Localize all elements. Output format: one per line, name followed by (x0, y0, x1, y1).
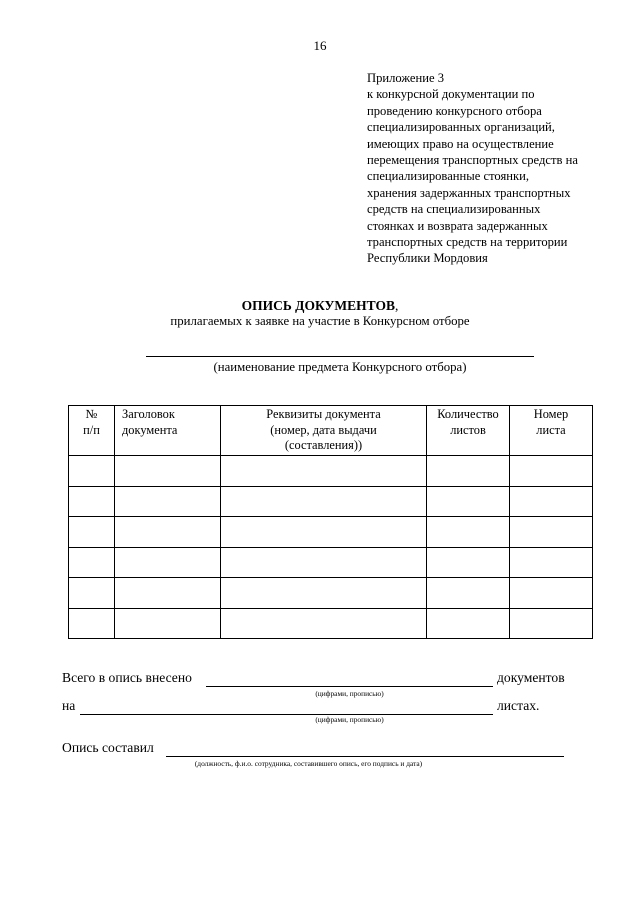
cell-sheet[interactable] (510, 547, 593, 578)
appendix-line: транспортных средств на территории (367, 235, 568, 250)
header-count-line: листов (450, 422, 486, 437)
cell-details[interactable] (221, 547, 427, 578)
table-row (69, 517, 593, 548)
appendix-line: проведению конкурсного отбора (367, 103, 542, 118)
header-count (427, 406, 510, 456)
header-sheet-line: листа (536, 422, 566, 437)
cell-num[interactable] (69, 608, 115, 639)
table-row (69, 547, 593, 578)
cell-details[interactable] (221, 608, 427, 639)
cell-sheet[interactable] (510, 517, 593, 548)
total-label: Всего в опись внесено (62, 670, 192, 685)
appendix-line: к конкурсной документации по (367, 87, 535, 102)
appendix-line: хранения задержанных транспортных (367, 185, 571, 200)
title-main (0, 298, 640, 314)
header-details (221, 406, 427, 456)
total-suffix: документов (497, 670, 565, 685)
cell-details[interactable] (221, 578, 427, 609)
cell-num[interactable] (69, 578, 115, 609)
cell-sheet[interactable] (510, 578, 593, 609)
header-title (115, 406, 221, 456)
cell-title[interactable] (115, 456, 221, 487)
cell-details[interactable] (221, 517, 427, 548)
cell-details[interactable] (221, 456, 427, 487)
title-subtitle: прилагаемых к заявке на участие в Конкурсном отборе (170, 314, 470, 328)
composed-fill-line[interactable] (166, 756, 564, 757)
composed-hint: (должность, ф.и.о. сотрудника, составившего опись, его подпись и дата) (194, 759, 423, 768)
header-num (69, 406, 115, 456)
header-sheet-line: Номер (533, 407, 569, 421)
cell-title[interactable] (115, 517, 221, 548)
table-row (69, 486, 593, 517)
cell-count[interactable] (427, 547, 510, 578)
appendix-line: специализированных организаций, (367, 120, 555, 135)
cell-count[interactable] (427, 517, 510, 548)
cell-title[interactable] (115, 608, 221, 639)
header-title-line: документа (122, 422, 178, 437)
cell-count[interactable] (427, 608, 510, 639)
appendix-line: средств на специализированных (367, 202, 541, 217)
appendix-line: Приложение 3 (367, 71, 445, 85)
total-hint: (цифрами, прописью) (315, 689, 384, 698)
appendix-line: перемещения транспортных средств на (367, 153, 578, 168)
appendix-note (367, 70, 627, 267)
header-sheet (510, 406, 593, 456)
table-header-row (69, 406, 593, 456)
cell-sheet[interactable] (510, 486, 593, 517)
cell-count[interactable] (427, 456, 510, 487)
cell-num[interactable] (69, 547, 115, 578)
header-num-line: № (85, 407, 98, 421)
header-details-line: (составления)) (284, 438, 363, 452)
cell-count[interactable] (427, 578, 510, 609)
appendix-line: специализированные стоянки, (367, 169, 530, 184)
composed-label: Опись составил (62, 740, 154, 755)
appendix-line: имеющих право на осуществление (367, 136, 554, 151)
cell-sheet[interactable] (510, 456, 593, 487)
header-details-line: Реквизиты документа (266, 407, 381, 421)
appendix-line: стоянках и возврата задержанных (367, 218, 548, 233)
total-fill-line[interactable] (206, 686, 493, 687)
document-title (0, 298, 640, 329)
cell-count[interactable] (427, 486, 510, 517)
cell-details[interactable] (221, 486, 427, 517)
subject-caption: (наименование предмета Конкурсного отбора) (213, 360, 467, 374)
cell-num[interactable] (69, 486, 115, 517)
header-details-line: (номер, дата выдачи (270, 422, 377, 437)
table-row (69, 456, 593, 487)
header-title-line: Заголовок (122, 407, 175, 421)
cell-title[interactable] (115, 547, 221, 578)
table-row (69, 608, 593, 639)
appendix-line: Республики Мордовия (367, 251, 488, 266)
title-main-text: ОПИСЬ ДОКУМЕНТОВ (241, 298, 395, 313)
subject-fill-line[interactable] (146, 356, 534, 357)
cell-title[interactable] (115, 486, 221, 517)
header-count-line: Количество (437, 407, 499, 421)
sheets-suffix: листах. (497, 698, 540, 713)
cell-num[interactable] (69, 517, 115, 548)
header-num-line: п/п (83, 422, 100, 437)
table-row (69, 578, 593, 609)
documents-table (68, 405, 593, 639)
cell-sheet[interactable] (510, 608, 593, 639)
title-main-comma: , (394, 298, 399, 313)
cell-title[interactable] (115, 578, 221, 609)
page-number: 16 (313, 38, 327, 53)
sheets-hint: (цифрами, прописью) (315, 715, 384, 724)
sheets-label: на (62, 698, 76, 713)
cell-num[interactable] (69, 456, 115, 487)
